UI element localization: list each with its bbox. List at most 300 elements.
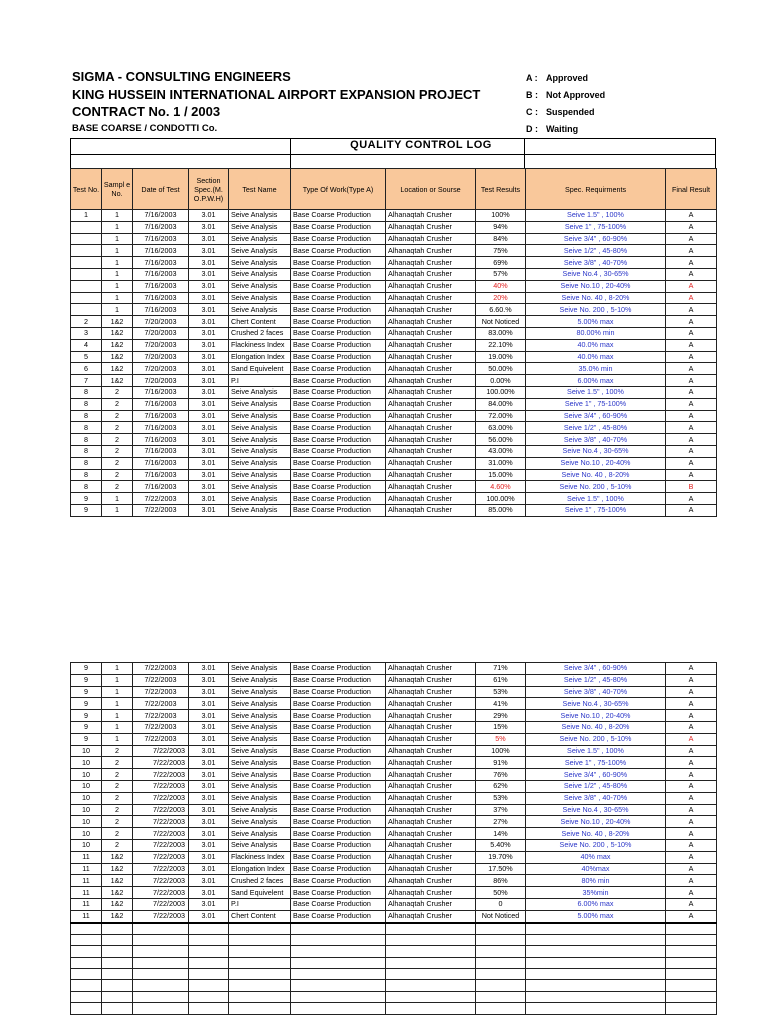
test-name-cell: Seive Analysis bbox=[229, 268, 291, 280]
test-result-cell: Not Noticed bbox=[476, 316, 526, 328]
test-name-cell: Crushed 2 faces bbox=[229, 875, 291, 887]
empty-cell bbox=[526, 957, 666, 968]
test-no-cell: 10 bbox=[71, 839, 102, 851]
final-result-cell: A bbox=[666, 327, 717, 339]
empty-cell bbox=[229, 934, 291, 945]
type-of-work-cell: Base Coarse Production bbox=[291, 710, 386, 722]
test-result-cell: 29% bbox=[476, 710, 526, 722]
location-cell: Alhanaqtah Crusher bbox=[386, 210, 476, 222]
sample-no-cell: 2 bbox=[102, 398, 133, 410]
final-result-cell: A bbox=[666, 363, 717, 375]
test-no-cell: 8 bbox=[71, 481, 102, 493]
section-spec-cell: 3.01 bbox=[189, 757, 229, 769]
sample-no-cell: 1&2 bbox=[102, 363, 133, 375]
test-no-cell: 2 bbox=[71, 316, 102, 328]
final-result-cell: A bbox=[666, 721, 717, 733]
location-cell: Alhanaqtah Crusher bbox=[386, 422, 476, 434]
location-cell: Alhanaqtah Crusher bbox=[386, 386, 476, 398]
col-location: Location or Sourse bbox=[386, 169, 476, 210]
test-name-cell: Seive Analysis bbox=[229, 698, 291, 710]
location-cell: Alhanaqtah Crusher bbox=[386, 469, 476, 481]
table-row bbox=[71, 398, 717, 410]
type-of-work-cell: Base Coarse Production bbox=[291, 398, 386, 410]
test-result-cell: 15% bbox=[476, 721, 526, 733]
spec-requirement-cell: 40%max bbox=[526, 863, 666, 875]
section-spec-cell: 3.01 bbox=[189, 828, 229, 840]
empty-cell bbox=[291, 923, 386, 935]
test-no-cell: 9 bbox=[71, 663, 102, 675]
test-name-cell: Flackiness Index bbox=[229, 851, 291, 863]
test-no-cell: 11 bbox=[71, 898, 102, 910]
test-no-cell: 8 bbox=[71, 410, 102, 422]
empty-cell bbox=[71, 1003, 102, 1014]
date-cell: 7/20/2003 bbox=[133, 351, 189, 363]
sample-no-cell: 1 bbox=[102, 674, 133, 686]
date-cell: 7/22/2003 bbox=[133, 745, 189, 757]
date-cell: 7/22/2003 bbox=[133, 851, 189, 863]
spec-requirement-cell: Seive 1.5" , 100% bbox=[526, 386, 666, 398]
test-name-cell: Seive Analysis bbox=[229, 210, 291, 222]
section-spec-cell: 3.01 bbox=[189, 445, 229, 457]
location-cell: Alhanaqtah Crusher bbox=[386, 804, 476, 816]
empty-cell bbox=[189, 991, 229, 1002]
test-no-cell: 3 bbox=[71, 327, 102, 339]
sample-no-cell: 1 bbox=[102, 268, 133, 280]
table-row bbox=[71, 280, 717, 292]
test-result-cell: 5.40% bbox=[476, 839, 526, 851]
spec-requirement-cell: Seive 1" , 75-100% bbox=[526, 504, 666, 516]
empty-cell bbox=[476, 946, 526, 957]
type-of-work-cell: Base Coarse Production bbox=[291, 839, 386, 851]
empty-cell bbox=[133, 934, 189, 945]
section-spec-cell: 3.01 bbox=[189, 674, 229, 686]
final-result-cell: A bbox=[666, 375, 717, 387]
date-cell: 7/16/2003 bbox=[133, 257, 189, 269]
section-spec-cell: 3.01 bbox=[189, 686, 229, 698]
table-row bbox=[71, 316, 717, 328]
test-name-cell: Seive Analysis bbox=[229, 769, 291, 781]
empty-cell bbox=[102, 1003, 133, 1014]
section-spec-cell: 3.01 bbox=[189, 839, 229, 851]
spec-requirement-cell: Seive No. 200 , 5-10% bbox=[526, 839, 666, 851]
empty-cell bbox=[526, 934, 666, 945]
section-spec-cell: 3.01 bbox=[189, 863, 229, 875]
empty-cell bbox=[102, 957, 133, 968]
test-name-cell: Seive Analysis bbox=[229, 504, 291, 516]
sample-no-cell: 1&2 bbox=[102, 875, 133, 887]
spec-requirement-cell: Seive No. 200 , 5-10% bbox=[526, 304, 666, 316]
test-name-cell: Seive Analysis bbox=[229, 257, 291, 269]
type-of-work-cell: Base Coarse Production bbox=[291, 674, 386, 686]
date-cell: 7/22/2003 bbox=[133, 721, 189, 733]
quality-control-table-page1 bbox=[70, 168, 717, 517]
table-row bbox=[71, 887, 717, 899]
section-spec-cell: 3.01 bbox=[189, 851, 229, 863]
location-cell: Alhanaqtah Crusher bbox=[386, 710, 476, 722]
table-row bbox=[71, 327, 717, 339]
date-cell: 7/20/2003 bbox=[133, 375, 189, 387]
table-row bbox=[71, 363, 717, 375]
type-of-work-cell: Base Coarse Production bbox=[291, 363, 386, 375]
type-of-work-cell: Base Coarse Production bbox=[291, 375, 386, 387]
sample-no-cell: 1 bbox=[102, 698, 133, 710]
date-cell: 7/22/2003 bbox=[133, 663, 189, 675]
section-spec-cell: 3.01 bbox=[189, 792, 229, 804]
empty-cell bbox=[229, 980, 291, 991]
spec-requirement-cell: Seive No.4 , 30-65% bbox=[526, 445, 666, 457]
type-of-work-cell: Base Coarse Production bbox=[291, 422, 386, 434]
location-cell: Alhanaqtah Crusher bbox=[386, 304, 476, 316]
empty-cell bbox=[291, 991, 386, 1002]
empty-cell bbox=[526, 991, 666, 1002]
location-cell: Alhanaqtah Crusher bbox=[386, 221, 476, 233]
sample-no-cell: 1&2 bbox=[102, 351, 133, 363]
empty-cell bbox=[666, 946, 717, 957]
empty-cell bbox=[386, 934, 476, 945]
spec-requirement-cell: Seive 1.5" , 100% bbox=[526, 493, 666, 505]
empty-cell bbox=[189, 934, 229, 945]
empty-row bbox=[71, 934, 717, 945]
section-spec-cell: 3.01 bbox=[189, 481, 229, 493]
spec-requirement-cell: Seive No.10 , 20-40% bbox=[526, 280, 666, 292]
type-of-work-cell: Base Coarse Production bbox=[291, 210, 386, 222]
table-row bbox=[71, 221, 717, 233]
empty-cell bbox=[71, 969, 102, 980]
location-cell: Alhanaqtah Crusher bbox=[386, 663, 476, 675]
empty-cell bbox=[102, 934, 133, 945]
spec-requirement-cell: 6.00% max bbox=[526, 375, 666, 387]
empty-cell bbox=[526, 1003, 666, 1014]
table-row bbox=[71, 339, 717, 351]
test-result-cell: 76% bbox=[476, 769, 526, 781]
test-result-cell: 6.60.% bbox=[476, 304, 526, 316]
table-row bbox=[71, 851, 717, 863]
col-spec-requirements: Spec. Requirments bbox=[526, 169, 666, 210]
empty-row bbox=[71, 923, 717, 935]
type-of-work-cell: Base Coarse Production bbox=[291, 493, 386, 505]
location-cell: Alhanaqtah Crusher bbox=[386, 863, 476, 875]
test-result-cell: 5% bbox=[476, 733, 526, 745]
empty-cell bbox=[229, 969, 291, 980]
col-date-of-test: Date of Test bbox=[133, 169, 189, 210]
empty-cell bbox=[133, 969, 189, 980]
spec-requirement-cell: Seive No.10 , 20-40% bbox=[526, 710, 666, 722]
empty-cell bbox=[291, 980, 386, 991]
empty-cell bbox=[133, 991, 189, 1002]
test-no-cell: 5 bbox=[71, 351, 102, 363]
sample-no-cell: 1&2 bbox=[102, 327, 133, 339]
sample-no-cell: 2 bbox=[102, 445, 133, 457]
empty-cell bbox=[291, 1003, 386, 1014]
location-cell: Alhanaqtah Crusher bbox=[386, 434, 476, 446]
sample-no-cell: 2 bbox=[102, 828, 133, 840]
empty-cell bbox=[102, 946, 133, 957]
date-cell: 7/16/2003 bbox=[133, 445, 189, 457]
location-cell: Alhanaqtah Crusher bbox=[386, 375, 476, 387]
location-cell: Alhanaqtah Crusher bbox=[386, 280, 476, 292]
test-no-cell: 7 bbox=[71, 375, 102, 387]
spec-requirement-cell: 40% max bbox=[526, 851, 666, 863]
sample-no-cell: 1 bbox=[102, 221, 133, 233]
type-of-work-cell: Base Coarse Production bbox=[291, 769, 386, 781]
test-name-cell: Seive Analysis bbox=[229, 410, 291, 422]
date-cell: 7/16/2003 bbox=[133, 280, 189, 292]
empty-cell bbox=[476, 934, 526, 945]
spec-requirement-cell: 5.00% max bbox=[526, 910, 666, 922]
type-of-work-cell: Base Coarse Production bbox=[291, 828, 386, 840]
table-row bbox=[71, 304, 717, 316]
test-name-cell: Seive Analysis bbox=[229, 445, 291, 457]
type-of-work-cell: Base Coarse Production bbox=[291, 316, 386, 328]
date-cell: 7/16/2003 bbox=[133, 469, 189, 481]
type-of-work-cell: Base Coarse Production bbox=[291, 304, 386, 316]
empty-cell bbox=[133, 946, 189, 957]
sample-no-cell: 1 bbox=[102, 733, 133, 745]
empty-cell bbox=[189, 957, 229, 968]
test-no-cell: 8 bbox=[71, 469, 102, 481]
table-row bbox=[71, 816, 717, 828]
section-spec-cell: 3.01 bbox=[189, 257, 229, 269]
test-no-cell: 11 bbox=[71, 875, 102, 887]
section-spec-cell: 3.01 bbox=[189, 710, 229, 722]
test-result-cell: 53% bbox=[476, 686, 526, 698]
date-cell: 7/22/2003 bbox=[133, 674, 189, 686]
empty-cell bbox=[526, 980, 666, 991]
test-result-cell: 14% bbox=[476, 828, 526, 840]
final-result-cell: A bbox=[666, 863, 717, 875]
spec-requirement-cell: Seive 1" , 75-100% bbox=[526, 221, 666, 233]
date-cell: 7/22/2003 bbox=[133, 898, 189, 910]
project-name: KING HUSSEIN INTERNATIONAL AIRPORT EXPANSION PROJECT bbox=[72, 87, 481, 102]
test-result-cell: 100.00% bbox=[476, 386, 526, 398]
empty-cell bbox=[386, 969, 476, 980]
test-no-cell: 9 bbox=[71, 710, 102, 722]
table-row bbox=[71, 469, 717, 481]
test-no-cell: 10 bbox=[71, 828, 102, 840]
spec-requirement-cell: Seive No.4 , 30-65% bbox=[526, 698, 666, 710]
test-no-cell: 10 bbox=[71, 804, 102, 816]
log-title-bar bbox=[70, 138, 716, 155]
final-result-cell: A bbox=[666, 304, 717, 316]
final-result-cell: A bbox=[666, 745, 717, 757]
test-no-cell: 10 bbox=[71, 792, 102, 804]
final-result-cell: A bbox=[666, 780, 717, 792]
location-cell: Alhanaqtah Crusher bbox=[386, 316, 476, 328]
empty-cell bbox=[386, 991, 476, 1002]
test-result-cell: 41% bbox=[476, 698, 526, 710]
empty-cell bbox=[102, 969, 133, 980]
test-name-cell: Seive Analysis bbox=[229, 292, 291, 304]
sample-no-cell: 2 bbox=[102, 769, 133, 781]
sample-no-cell: 2 bbox=[102, 780, 133, 792]
col-final-result: Final Result bbox=[666, 169, 717, 210]
test-name-cell: Seive Analysis bbox=[229, 674, 291, 686]
sample-no-cell: 2 bbox=[102, 481, 133, 493]
test-result-cell: 19.00% bbox=[476, 351, 526, 363]
test-result-cell: 50% bbox=[476, 887, 526, 899]
empty-cell bbox=[666, 980, 717, 991]
empty-cell bbox=[666, 957, 717, 968]
date-cell: 7/20/2003 bbox=[133, 316, 189, 328]
type-of-work-cell: Base Coarse Production bbox=[291, 780, 386, 792]
section-spec-cell: 3.01 bbox=[189, 233, 229, 245]
test-name-cell: Seive Analysis bbox=[229, 828, 291, 840]
test-result-cell: 72.00% bbox=[476, 410, 526, 422]
sample-no-cell: 1 bbox=[102, 292, 133, 304]
type-of-work-cell: Base Coarse Production bbox=[291, 457, 386, 469]
empty-cell bbox=[386, 957, 476, 968]
type-of-work-cell: Base Coarse Production bbox=[291, 757, 386, 769]
empty-cell bbox=[666, 969, 717, 980]
empty-cell bbox=[666, 991, 717, 1002]
table-row bbox=[71, 875, 717, 887]
col-test-name: Test Name bbox=[229, 169, 291, 210]
section-spec-cell: 3.01 bbox=[189, 875, 229, 887]
location-cell: Alhanaqtah Crusher bbox=[386, 268, 476, 280]
sample-no-cell: 1&2 bbox=[102, 375, 133, 387]
date-cell: 7/22/2003 bbox=[133, 504, 189, 516]
sample-no-cell: 2 bbox=[102, 469, 133, 481]
location-cell: Alhanaqtah Crusher bbox=[386, 828, 476, 840]
empty-cell bbox=[526, 946, 666, 957]
location-cell: Alhanaqtah Crusher bbox=[386, 257, 476, 269]
location-cell: Alhanaqtah Crusher bbox=[386, 363, 476, 375]
spec-requirement-cell: Seive 1" , 75-100% bbox=[526, 757, 666, 769]
test-no-cell bbox=[71, 221, 102, 233]
empty-cell bbox=[526, 969, 666, 980]
final-result-cell: A bbox=[666, 674, 717, 686]
col-sample-no: Sampl e No. bbox=[102, 169, 133, 210]
col-type-of-work: Type Of Work(Type A) bbox=[291, 169, 386, 210]
table-row bbox=[71, 481, 717, 493]
section-spec-cell: 3.01 bbox=[189, 816, 229, 828]
type-of-work-cell: Base Coarse Production bbox=[291, 863, 386, 875]
test-no-cell bbox=[71, 245, 102, 257]
empty-cell bbox=[291, 934, 386, 945]
test-name-cell: Seive Analysis bbox=[229, 469, 291, 481]
empty-cell bbox=[386, 946, 476, 957]
test-name-cell: Elongation Index bbox=[229, 351, 291, 363]
table-row bbox=[71, 504, 717, 516]
empty-cell bbox=[291, 957, 386, 968]
final-result-cell: A bbox=[666, 316, 717, 328]
spec-requirement-cell: Seive No.10 , 20-40% bbox=[526, 457, 666, 469]
section-spec-cell: 3.01 bbox=[189, 245, 229, 257]
date-cell: 7/22/2003 bbox=[133, 816, 189, 828]
table-row bbox=[71, 292, 717, 304]
section-spec-cell: 3.01 bbox=[189, 327, 229, 339]
empty-cell bbox=[133, 1003, 189, 1014]
location-cell: Alhanaqtah Crusher bbox=[386, 910, 476, 922]
test-name-cell: Seive Analysis bbox=[229, 816, 291, 828]
spec-requirement-cell: Seive No. 200 , 5-10% bbox=[526, 481, 666, 493]
location-cell: Alhanaqtah Crusher bbox=[386, 686, 476, 698]
final-result-cell: A bbox=[666, 268, 717, 280]
final-result-cell: A bbox=[666, 504, 717, 516]
sample-no-cell: 2 bbox=[102, 386, 133, 398]
test-name-cell: Seive Analysis bbox=[229, 245, 291, 257]
empty-row bbox=[71, 946, 717, 957]
sample-no-cell: 1 bbox=[102, 304, 133, 316]
column-header-row bbox=[71, 169, 717, 210]
location-cell: Alhanaqtah Crusher bbox=[386, 769, 476, 781]
empty-cell bbox=[71, 934, 102, 945]
test-result-cell: 75% bbox=[476, 245, 526, 257]
test-name-cell: Seive Analysis bbox=[229, 663, 291, 675]
final-result-cell: A bbox=[666, 769, 717, 781]
table-row bbox=[71, 434, 717, 446]
table-row bbox=[71, 780, 717, 792]
section-spec-cell: 3.01 bbox=[189, 210, 229, 222]
table-row bbox=[71, 410, 717, 422]
test-result-cell: 85.00% bbox=[476, 504, 526, 516]
test-no-cell: 9 bbox=[71, 721, 102, 733]
empty-cell bbox=[386, 980, 476, 991]
sample-no-cell: 2 bbox=[102, 410, 133, 422]
test-result-cell: 57% bbox=[476, 268, 526, 280]
date-cell: 7/22/2003 bbox=[133, 804, 189, 816]
type-of-work-cell: Base Coarse Production bbox=[291, 804, 386, 816]
type-of-work-cell: Base Coarse Production bbox=[291, 875, 386, 887]
empty-cell bbox=[476, 991, 526, 1002]
type-of-work-cell: Base Coarse Production bbox=[291, 233, 386, 245]
test-name-cell: Seive Analysis bbox=[229, 780, 291, 792]
final-result-cell: A bbox=[666, 910, 717, 922]
sample-no-cell: 2 bbox=[102, 434, 133, 446]
section-spec-cell: 3.01 bbox=[189, 898, 229, 910]
test-result-cell: 19.70% bbox=[476, 851, 526, 863]
spec-requirement-cell: Seive No.10 , 20-40% bbox=[526, 816, 666, 828]
test-result-cell: 83.00% bbox=[476, 327, 526, 339]
empty-cell bbox=[189, 980, 229, 991]
sample-no-cell: 1 bbox=[102, 493, 133, 505]
section-spec-cell: 3.01 bbox=[189, 292, 229, 304]
table-row bbox=[71, 245, 717, 257]
section-spec-cell: 3.01 bbox=[189, 745, 229, 757]
table-row bbox=[71, 898, 717, 910]
empty-cell bbox=[229, 991, 291, 1002]
section-spec-cell: 3.01 bbox=[189, 733, 229, 745]
test-name-cell: Elongation Index bbox=[229, 863, 291, 875]
legend-not-approved: B : Not Approved bbox=[526, 90, 606, 100]
test-result-cell: 84.00% bbox=[476, 398, 526, 410]
type-of-work-cell: Base Coarse Production bbox=[291, 733, 386, 745]
test-no-cell: 9 bbox=[71, 686, 102, 698]
empty-cell bbox=[229, 946, 291, 957]
section-spec-cell: 3.01 bbox=[189, 339, 229, 351]
spec-requirement-cell: 6.00% max bbox=[526, 898, 666, 910]
test-no-cell: 8 bbox=[71, 445, 102, 457]
test-result-cell: 63.00% bbox=[476, 422, 526, 434]
table-row bbox=[71, 268, 717, 280]
date-cell: 7/16/2003 bbox=[133, 268, 189, 280]
location-cell: Alhanaqtah Crusher bbox=[386, 851, 476, 863]
test-result-cell: 37% bbox=[476, 804, 526, 816]
test-result-cell: 61% bbox=[476, 674, 526, 686]
test-no-cell: 10 bbox=[71, 769, 102, 781]
final-result-cell: A bbox=[666, 898, 717, 910]
test-name-cell: Seive Analysis bbox=[229, 792, 291, 804]
type-of-work-cell: Base Coarse Production bbox=[291, 721, 386, 733]
test-result-cell: 69% bbox=[476, 257, 526, 269]
section-spec-cell: 3.01 bbox=[189, 698, 229, 710]
final-result-cell: A bbox=[666, 257, 717, 269]
log-title: QUALITY CONTROL LOG bbox=[350, 139, 492, 151]
final-result-cell: A bbox=[666, 434, 717, 446]
section-spec-cell: 3.01 bbox=[189, 268, 229, 280]
test-result-cell: 100% bbox=[476, 745, 526, 757]
empty-cell bbox=[133, 980, 189, 991]
